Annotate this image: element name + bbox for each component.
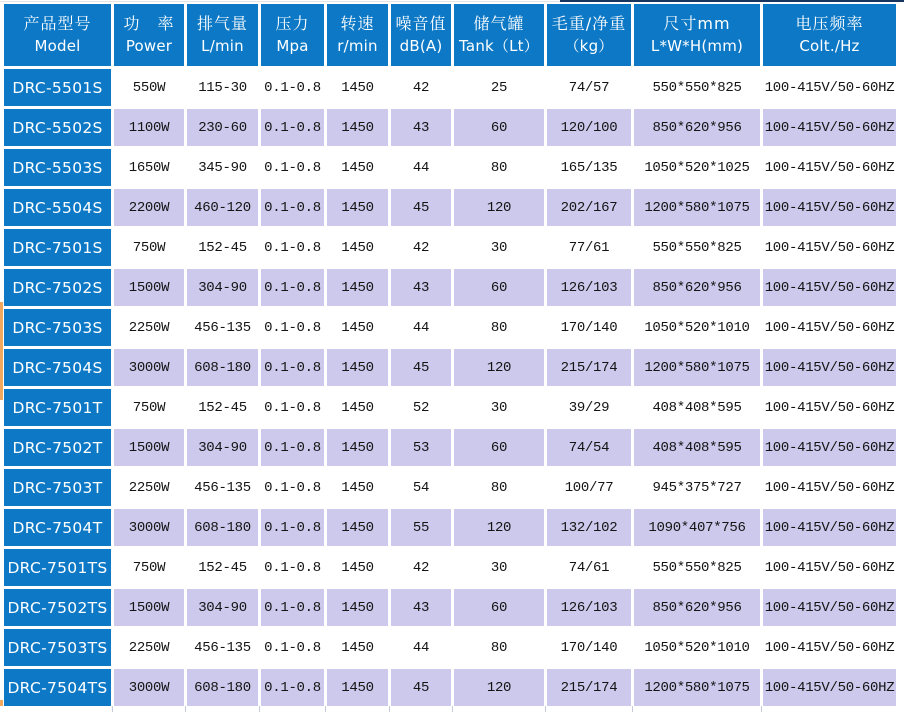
- data-cell-pressure: 0.1-0.8: [261, 229, 324, 266]
- header-label-zh: 压力: [275, 14, 310, 33]
- data-cell-power: 1100W: [114, 109, 184, 146]
- header-label-en: Mpa: [276, 37, 309, 55]
- data-cell-tank: 60: [454, 429, 544, 466]
- data-cell-tank: 80: [454, 149, 544, 186]
- data-cell-voltage: 100-415V/50-60HZ: [763, 229, 896, 266]
- data-cell-noise: 42: [391, 229, 451, 266]
- data-cell-speed: 1450: [327, 189, 388, 226]
- data-cell-power: 750W: [114, 549, 184, 586]
- data-cell-pressure: 0.1-0.8: [261, 589, 324, 626]
- data-cell-power: 2250W: [114, 469, 184, 506]
- data-cell-voltage: 100-415V/50-60HZ: [763, 509, 896, 546]
- data-cell-pressure: 0.1-0.8: [261, 269, 324, 306]
- data-cell-displacement: 456-135: [187, 629, 258, 666]
- data-cell-displacement: 304-90: [187, 589, 258, 626]
- data-cell-noise: 43: [391, 269, 451, 306]
- data-cell-noise: 52: [391, 389, 451, 426]
- data-cell-weight: 74/61: [547, 549, 631, 586]
- data-cell-weight: 126/103: [547, 269, 631, 306]
- header-label-zh: 产品型号: [23, 14, 92, 33]
- data-cell-pressure: 0.1-0.8: [261, 349, 324, 386]
- left-edge-orange-strip: [0, 302, 3, 400]
- header-label-en: Power: [125, 37, 173, 55]
- data-cell-noise: 43: [391, 589, 451, 626]
- data-cell-speed: 1450: [327, 109, 388, 146]
- data-cell-power: 3000W: [114, 669, 184, 706]
- header-cell-noise: [391, 4, 451, 66]
- model-cell: DRC-7502S: [4, 269, 111, 306]
- data-cell-weight: 165/135: [547, 149, 631, 186]
- data-cell-weight: 132/102: [547, 509, 631, 546]
- model-cell: DRC-7501S: [4, 229, 111, 266]
- data-cell-dimensions: 1050*520*1010: [634, 629, 760, 666]
- data-cell-speed: 1450: [327, 469, 388, 506]
- top-border-navy: [560, 0, 904, 2]
- data-cell-weight: 120/100: [547, 109, 631, 146]
- header-label-en: （kg）: [564, 37, 614, 55]
- model-cell: DRC-7502TS: [4, 589, 111, 626]
- data-cell-weight: 170/140: [547, 629, 631, 666]
- data-cell-voltage: 100-415V/50-60HZ: [763, 109, 896, 146]
- data-cell-tank: 30: [454, 389, 544, 426]
- data-cell-displacement: 608-180: [187, 509, 258, 546]
- data-cell-dimensions: 550*550*825: [634, 229, 760, 266]
- data-cell-voltage: 100-415V/50-60HZ: [763, 149, 896, 186]
- data-cell-tank: 30: [454, 549, 544, 586]
- data-cell-power: 3000W: [114, 349, 184, 386]
- data-cell-speed: 1450: [327, 229, 388, 266]
- data-cell-pressure: 0.1-0.8: [261, 309, 324, 346]
- header-cell-speed: [327, 4, 388, 66]
- data-cell-dimensions: 1200*580*1075: [634, 669, 760, 706]
- data-cell-speed: 1450: [327, 509, 388, 546]
- data-cell-weight: 215/174: [547, 349, 631, 386]
- data-cell-displacement: 230-60: [187, 109, 258, 146]
- data-cell-pressure: 0.1-0.8: [261, 669, 324, 706]
- data-cell-dimensions: 945*375*727: [634, 469, 760, 506]
- data-cell-speed: 1450: [327, 669, 388, 706]
- data-cell-pressure: 0.1-0.8: [261, 429, 324, 466]
- data-cell-noise: 45: [391, 669, 451, 706]
- data-cell-pressure: 0.1-0.8: [261, 69, 324, 106]
- data-cell-displacement: 608-180: [187, 349, 258, 386]
- data-cell-power: 550W: [114, 69, 184, 106]
- data-cell-noise: 44: [391, 149, 451, 186]
- header-label-zh: 电压频率: [795, 14, 864, 33]
- header-label-en: Colt./Hz: [799, 37, 860, 55]
- data-cell-weight: 100/77: [547, 469, 631, 506]
- data-cell-displacement: 152-45: [187, 549, 258, 586]
- data-cell-tank: 80: [454, 309, 544, 346]
- data-cell-weight: 77/61: [547, 229, 631, 266]
- header-cell-displacement: [187, 4, 258, 66]
- data-cell-pressure: 0.1-0.8: [261, 509, 324, 546]
- data-cell-voltage: 100-415V/50-60HZ: [763, 669, 896, 706]
- data-cell-pressure: 0.1-0.8: [261, 389, 324, 426]
- data-cell-pressure: 0.1-0.8: [261, 189, 324, 226]
- data-cell-power: 1500W: [114, 269, 184, 306]
- model-cell: DRC-7504TS: [4, 669, 111, 706]
- data-cell-tank: 60: [454, 109, 544, 146]
- data-cell-speed: 1450: [327, 349, 388, 386]
- data-cell-tank: 120: [454, 509, 544, 546]
- model-cell: DRC-5502S: [4, 109, 111, 146]
- header-label-en: Model: [34, 37, 81, 55]
- header-cell-weight: [547, 4, 631, 66]
- data-cell-voltage: 100-415V/50-60HZ: [763, 349, 896, 386]
- data-cell-dimensions: 1200*580*1075: [634, 189, 760, 226]
- data-cell-dimensions: 850*620*956: [634, 269, 760, 306]
- data-cell-displacement: 460-120: [187, 189, 258, 226]
- data-cell-displacement: 152-45: [187, 389, 258, 426]
- data-cell-noise: 43: [391, 109, 451, 146]
- data-cell-dimensions: 1050*520*1025: [634, 149, 760, 186]
- model-cell: DRC-7502T: [4, 429, 111, 466]
- data-cell-dimensions: 850*620*956: [634, 109, 760, 146]
- data-cell-displacement: 608-180: [187, 669, 258, 706]
- data-cell-pressure: 0.1-0.8: [261, 469, 324, 506]
- data-cell-voltage: 100-415V/50-60HZ: [763, 389, 896, 426]
- data-cell-noise: 45: [391, 349, 451, 386]
- data-cell-tank: 60: [454, 589, 544, 626]
- header-label-en: Tank（Lt）: [459, 37, 539, 55]
- bottom-border-strip: [0, 706, 904, 712]
- header-cell-model: [4, 4, 111, 66]
- data-cell-weight: 74/54: [547, 429, 631, 466]
- data-cell-displacement: 304-90: [187, 269, 258, 306]
- model-cell: DRC-5501S: [4, 69, 111, 106]
- data-cell-speed: 1450: [327, 389, 388, 426]
- data-cell-dimensions: 408*408*595: [634, 429, 760, 466]
- data-cell-tank: 80: [454, 629, 544, 666]
- model-cell: DRC-7503TS: [4, 629, 111, 666]
- data-cell-voltage: 100-415V/50-60HZ: [763, 549, 896, 586]
- data-cell-noise: 55: [391, 509, 451, 546]
- data-cell-voltage: 100-415V/50-60HZ: [763, 589, 896, 626]
- data-cell-voltage: 100-415V/50-60HZ: [763, 69, 896, 106]
- data-cell-power: 1500W: [114, 429, 184, 466]
- data-cell-tank: 120: [454, 189, 544, 226]
- data-cell-speed: 1450: [327, 269, 388, 306]
- data-cell-noise: 44: [391, 629, 451, 666]
- data-cell-displacement: 304-90: [187, 429, 258, 466]
- data-cell-weight: 126/103: [547, 589, 631, 626]
- model-cell: DRC-7503T: [4, 469, 111, 506]
- data-cell-voltage: 100-415V/50-60HZ: [763, 629, 896, 666]
- data-cell-tank: 25: [454, 69, 544, 106]
- data-cell-weight: 39/29: [547, 389, 631, 426]
- header-cell-tank: [454, 4, 544, 66]
- header-label-zh: 功 率: [123, 14, 175, 33]
- header-label-zh: 转速: [340, 14, 375, 33]
- header-label-zh: 噪音值: [395, 14, 447, 33]
- data-cell-pressure: 0.1-0.8: [261, 109, 324, 146]
- data-cell-speed: 1450: [327, 309, 388, 346]
- data-cell-dimensions: 850*620*956: [634, 589, 760, 626]
- model-cell: DRC-7503S: [4, 309, 111, 346]
- data-cell-weight: 202/167: [547, 189, 631, 226]
- data-cell-speed: 1450: [327, 69, 388, 106]
- data-cell-noise: 45: [391, 189, 451, 226]
- data-cell-pressure: 0.1-0.8: [261, 149, 324, 186]
- data-cell-noise: 53: [391, 429, 451, 466]
- data-cell-displacement: 456-135: [187, 469, 258, 506]
- model-cell: DRC-5503S: [4, 149, 111, 186]
- header-label-zh: 储气罐: [473, 14, 525, 33]
- data-cell-noise: 54: [391, 469, 451, 506]
- data-cell-tank: 80: [454, 469, 544, 506]
- data-cell-voltage: 100-415V/50-60HZ: [763, 469, 896, 506]
- data-cell-voltage: 100-415V/50-60HZ: [763, 269, 896, 306]
- top-border-gray: [0, 1, 560, 2]
- data-cell-displacement: 345-90: [187, 149, 258, 186]
- model-cell: DRC-7504T: [4, 509, 111, 546]
- data-cell-dimensions: 1090*407*756: [634, 509, 760, 546]
- header-label-zh: 毛重/净重: [551, 14, 627, 33]
- data-cell-dimensions: 550*550*825: [634, 549, 760, 586]
- data-cell-tank: 30: [454, 229, 544, 266]
- data-cell-weight: 215/174: [547, 669, 631, 706]
- model-cell: DRC-7504S: [4, 349, 111, 386]
- header-label-en: dB(A): [399, 37, 443, 55]
- header-label-en: L*W*H(mm): [650, 37, 744, 55]
- data-cell-power: 2250W: [114, 309, 184, 346]
- data-cell-power: 2200W: [114, 189, 184, 226]
- data-cell-tank: 120: [454, 669, 544, 706]
- data-cell-power: 750W: [114, 389, 184, 426]
- data-cell-displacement: 115-30: [187, 69, 258, 106]
- data-cell-displacement: 456-135: [187, 309, 258, 346]
- header-label-en: r/min: [337, 37, 378, 55]
- model-cell: DRC-7501T: [4, 389, 111, 426]
- header-cell-power: [114, 4, 184, 66]
- header-label-en: L/min: [201, 37, 244, 55]
- data-cell-speed: 1450: [327, 589, 388, 626]
- data-cell-pressure: 0.1-0.8: [261, 549, 324, 586]
- header-cell-voltage: [763, 4, 896, 66]
- model-cell: DRC-7501TS: [4, 549, 111, 586]
- data-cell-noise: 44: [391, 309, 451, 346]
- data-cell-tank: 120: [454, 349, 544, 386]
- data-cell-power: 1500W: [114, 589, 184, 626]
- data-cell-displacement: 152-45: [187, 229, 258, 266]
- data-cell-power: 1650W: [114, 149, 184, 186]
- header-label-zh: 尺寸mm: [663, 14, 731, 33]
- data-cell-tank: 60: [454, 269, 544, 306]
- data-cell-dimensions: 1050*520*1010: [634, 309, 760, 346]
- data-cell-dimensions: 408*408*595: [634, 389, 760, 426]
- data-cell-power: 750W: [114, 229, 184, 266]
- data-cell-speed: 1450: [327, 629, 388, 666]
- data-cell-voltage: 100-415V/50-60HZ: [763, 189, 896, 226]
- data-cell-dimensions: 550*550*825: [634, 69, 760, 106]
- header-cell-dimensions: [634, 4, 760, 66]
- spec-table: [4, 4, 896, 706]
- data-cell-noise: 42: [391, 549, 451, 586]
- data-cell-dimensions: 1200*580*1075: [634, 349, 760, 386]
- data-cell-speed: 1450: [327, 149, 388, 186]
- data-cell-pressure: 0.1-0.8: [261, 629, 324, 666]
- data-cell-weight: 170/140: [547, 309, 631, 346]
- data-cell-speed: 1450: [327, 429, 388, 466]
- data-cell-voltage: 100-415V/50-60HZ: [763, 309, 896, 346]
- data-cell-power: 2250W: [114, 629, 184, 666]
- data-cell-speed: 1450: [327, 549, 388, 586]
- model-cell: DRC-5504S: [4, 189, 111, 226]
- data-cell-voltage: 100-415V/50-60HZ: [763, 429, 896, 466]
- data-cell-power: 3000W: [114, 509, 184, 546]
- header-label-zh: 排气量: [196, 14, 248, 33]
- data-cell-weight: 74/57: [547, 69, 631, 106]
- header-cell-pressure: [261, 4, 324, 66]
- data-cell-noise: 42: [391, 69, 451, 106]
